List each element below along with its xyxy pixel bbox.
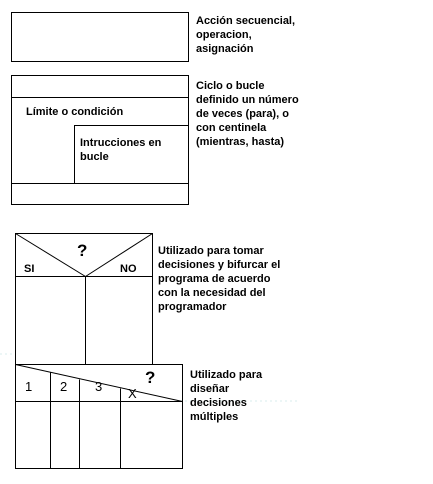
decision-description-line-5: programador xyxy=(158,301,227,313)
multiple-case-2: 2 xyxy=(60,379,68,394)
decision-yes-label: SI xyxy=(24,263,35,275)
multiple-case-3: 3 xyxy=(95,379,103,394)
loop-description-line-4: con centinela xyxy=(196,122,267,134)
multiple-question-mark: ? xyxy=(145,368,156,387)
loop-description-line-1: Ciclo o bucle xyxy=(196,80,265,92)
multiple-description-line-2: diseñar xyxy=(190,383,230,395)
loop-body-label-line-1: Intrucciones en xyxy=(80,137,162,149)
loop-description-line-2: definido un número xyxy=(196,94,299,106)
decision-description xyxy=(158,245,280,313)
decision-description-line-1: Utilizado para tomar xyxy=(158,245,264,257)
decision-no-label: NO xyxy=(120,263,137,275)
sequence-box xyxy=(12,13,189,62)
multiple-selector-variable: X xyxy=(128,386,137,401)
decision-description-line-4: con la necesidad del xyxy=(158,287,266,299)
loop-condition-label: Límite o condición xyxy=(26,106,124,118)
loop-description-line-3: de veces (para), o xyxy=(196,108,289,120)
sequence-description xyxy=(196,15,295,55)
loop-block xyxy=(12,76,189,205)
multiple-decision-block xyxy=(16,365,183,469)
sequence-description-line-2: operacion, xyxy=(196,29,252,41)
multiple-description-line-4: múltiples xyxy=(190,411,239,423)
decision-block xyxy=(16,234,153,372)
multiple-description xyxy=(190,369,263,423)
multiple-description-line-3: decisiones xyxy=(190,397,247,409)
multiple-case-1: 1 xyxy=(25,379,33,394)
loop-description xyxy=(196,80,299,148)
sequence-block xyxy=(12,13,189,62)
sequence-description-line-1: Acción secuencial, xyxy=(196,15,296,27)
decision-description-line-3: programa de acuerdo xyxy=(158,273,271,285)
decision-description-line-2: decisiones y bifurcar el xyxy=(158,259,281,271)
loop-description-line-5: (mientras, hasta) xyxy=(196,136,285,148)
multiple-description-line-1: Utilizado para xyxy=(190,369,263,381)
loop-body-label-line-2: bucle xyxy=(80,151,109,163)
decision-question-mark: ? xyxy=(77,241,88,260)
sequence-description-line-3: asignación xyxy=(196,43,254,55)
